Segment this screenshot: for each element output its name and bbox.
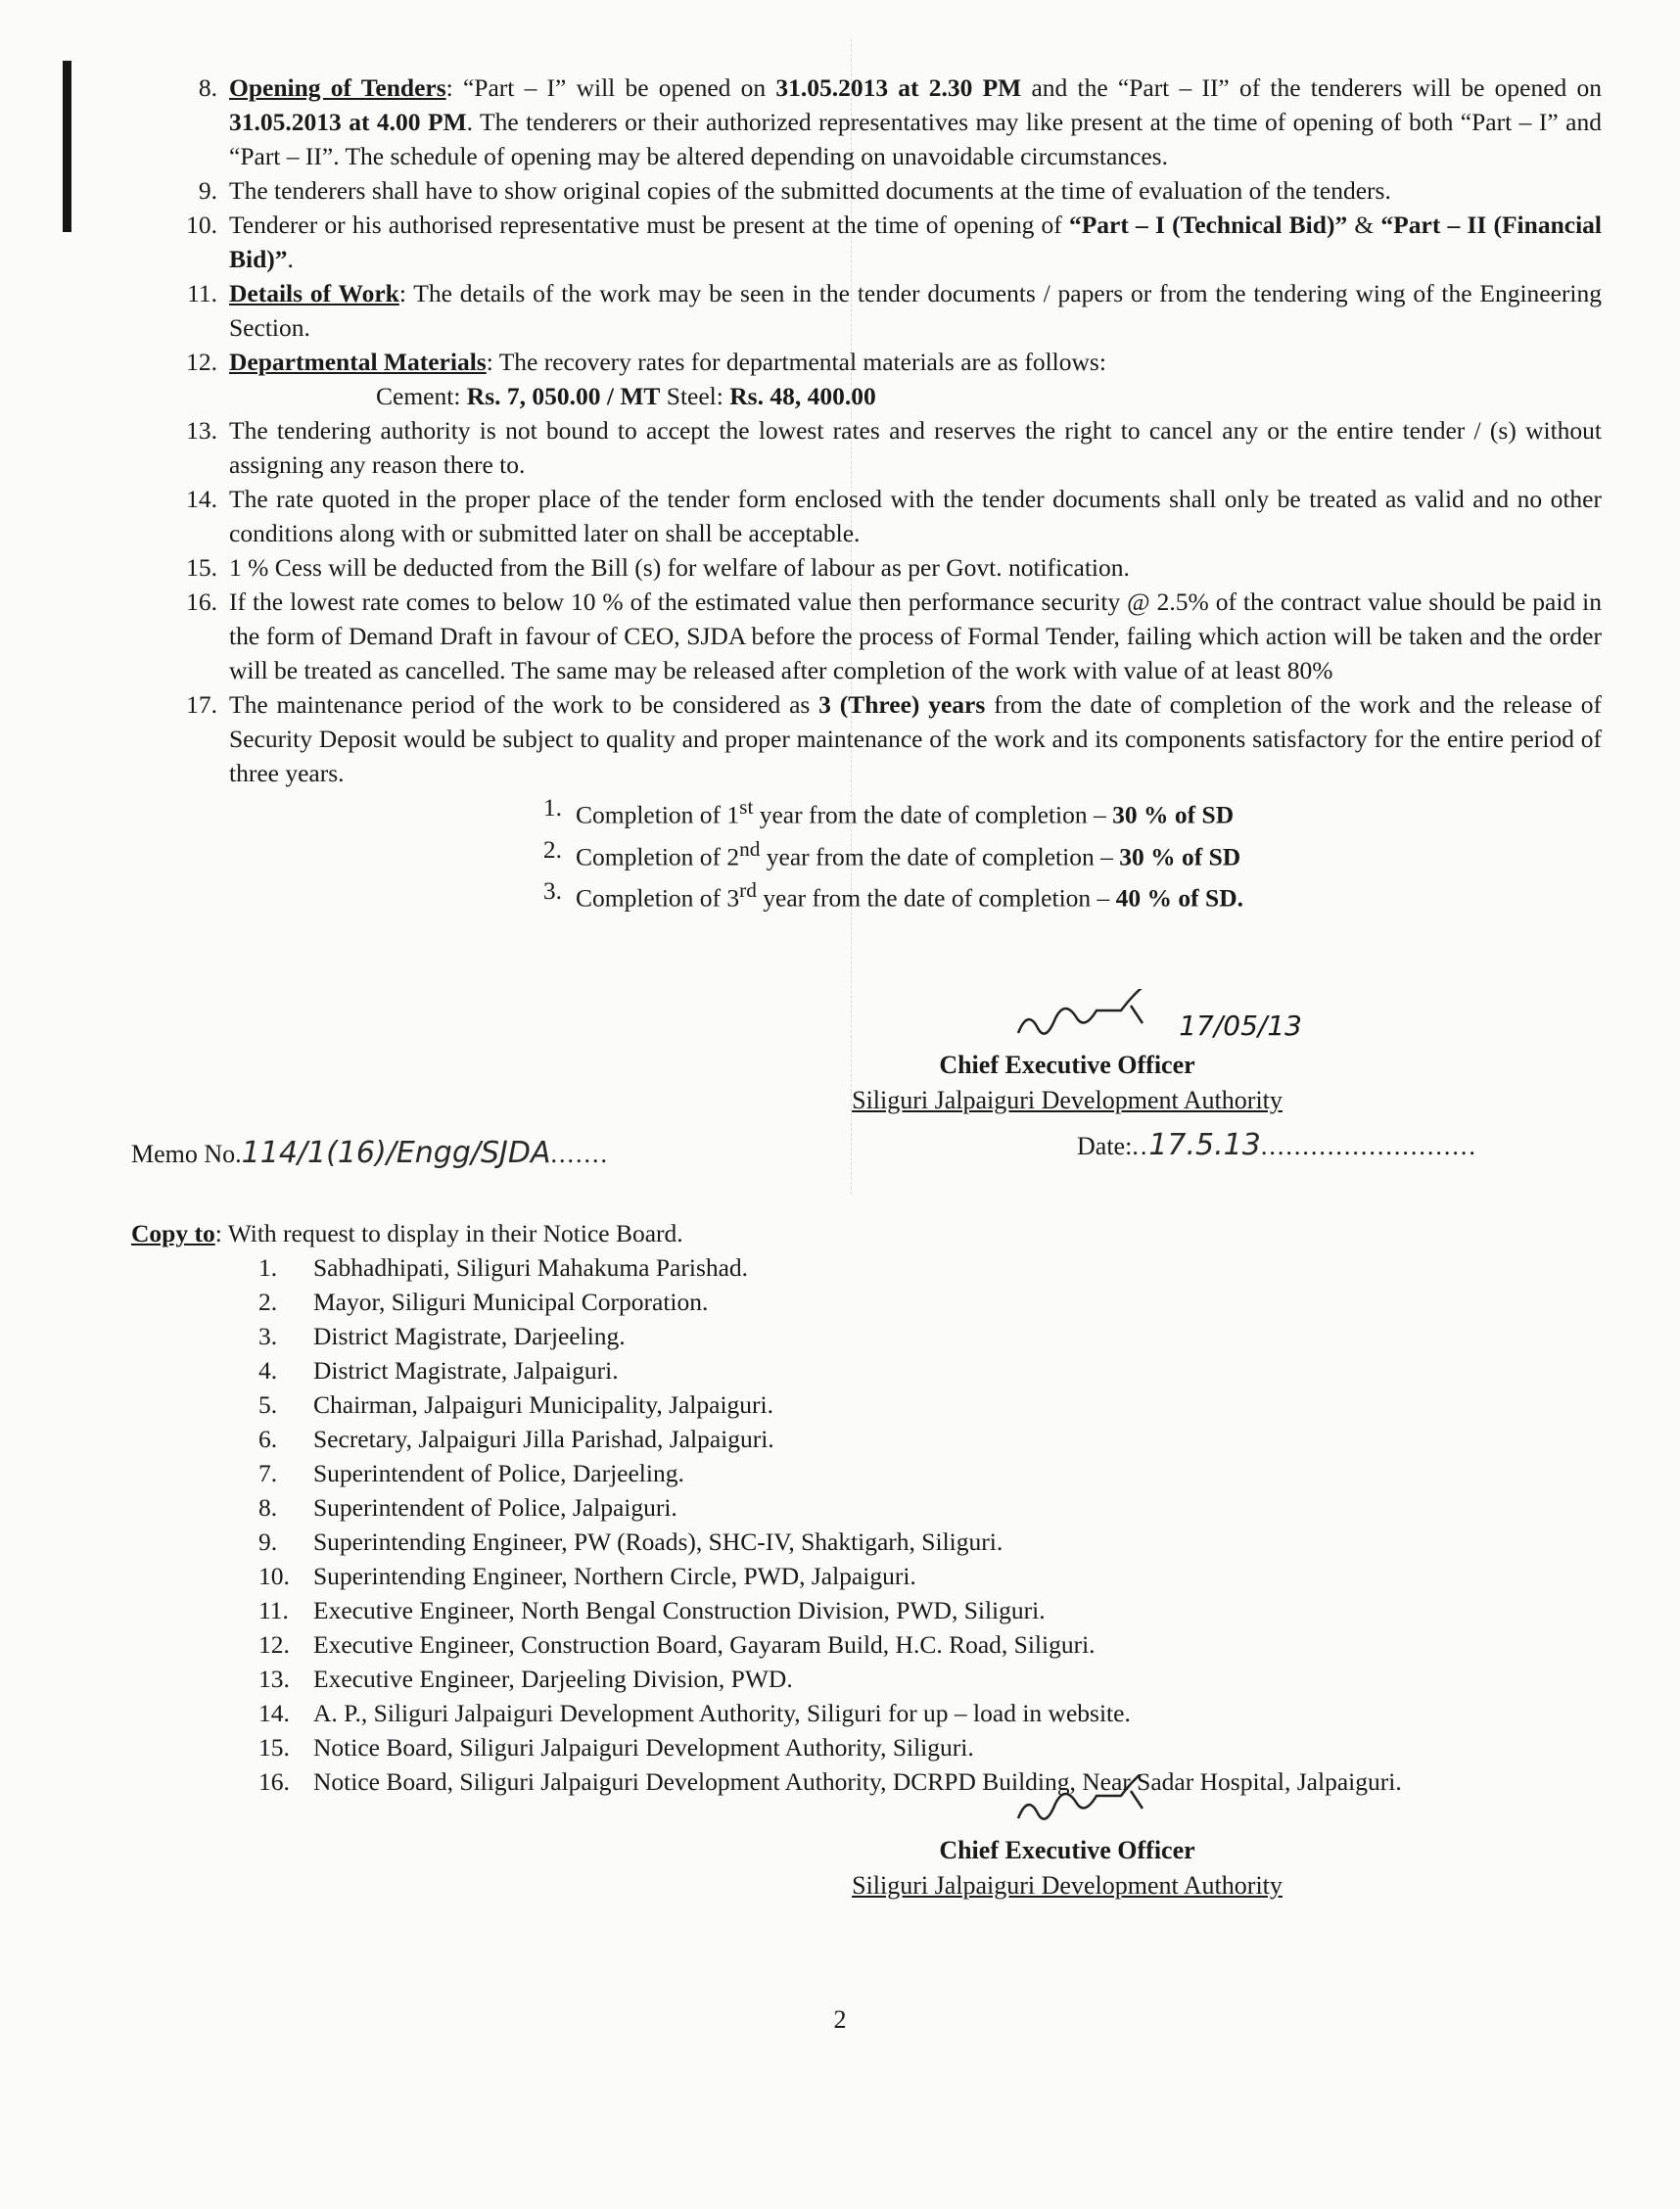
copy-to-lead: Copy to: [131, 1219, 215, 1247]
clause-number: 9.: [198, 176, 217, 205]
list-text: Completion of 1st year from the date of completion – 30 % of SD: [576, 795, 1235, 829]
list-item: [258, 1353, 1619, 1387]
memo-value: 114/1(16)/Engg/SJDA: [241, 1136, 551, 1170]
material-rates: Cement: Rs. 7, 050.00 / MT Steel: Rs. 48, 400.00: [376, 382, 876, 410]
list-item: [258, 1730, 1619, 1764]
list-item: [258, 1456, 1619, 1490]
list-item: [258, 1662, 1619, 1696]
list-text: Superintendent of Police, Jalpaiguri.: [313, 1493, 677, 1522]
list-number: 3.: [542, 876, 562, 905]
clause-item: [164, 276, 1602, 345]
copy-to-section: [131, 1216, 1619, 1799]
list-item: [523, 873, 1602, 916]
clause-number: 13.: [186, 416, 217, 445]
clause-item: [164, 585, 1602, 687]
list-number: 6.: [258, 1425, 278, 1453]
clause-text: Tenderer or his authorised representative must be present at the time of opening of “Part – I (Technical Bid)” & “Part – II (Financial Bid)”.: [229, 211, 1602, 273]
list-number: 2.: [258, 1288, 278, 1316]
clause-item: [164, 173, 1602, 208]
list-text: District Magistrate, Darjeeling.: [313, 1322, 626, 1350]
page-number: 2: [833, 2005, 847, 2034]
clause-text: The rate quoted in the proper place of the tender form enclosed with the tender documents shall only be treated as valid and no other conditions along with or submitted later on shall be acceptable.: [229, 485, 1602, 547]
list-number: 1.: [542, 793, 562, 822]
bold-text: “Part – II (Financial Bid)”: [229, 211, 1602, 273]
list-item: [258, 1696, 1619, 1730]
bold-text: 3 (Three) years: [818, 690, 986, 719]
list-text: Notice Board, Siliguri Jalpaiguri Development Authority, DCRPD Building, Near Sadar Hospital, Jalpaiguri.: [313, 1767, 1402, 1796]
clause-item: [164, 208, 1602, 276]
list-item: [258, 1250, 1619, 1285]
list-number: 12.: [258, 1630, 290, 1659]
list-number: 14.: [258, 1699, 290, 1727]
list-number: 3.: [258, 1322, 278, 1350]
ordinal-suffix: nd: [739, 836, 761, 861]
clause-text: 1 % Cess will be deducted from the Bill (s) for welfare of labour as per Govt. notification.: [229, 553, 1130, 582]
clause-item: [164, 550, 1602, 585]
clause-text: The maintenance period of the work to be considered as 3 (Three) years from the date of completion of the work and the release of Security Deposit would be subject to quality and proper maintenance of the work and its components satisfactory for the entire period of three years. 1. Completion of 1st year from the date of completion – 30 % of SD 2. Completion of 2nd year from the date of completion – 30 % of SD 3. Completion of 3rd year from the date of completion – 40 % of SD.: [229, 687, 1602, 916]
list-number: 16.: [258, 1767, 290, 1796]
clause-text: The tenderers shall have to show original copies of the submitted documents at the time of evaluation of the tenders.: [229, 176, 1391, 205]
clause-number: 12.: [186, 348, 217, 376]
list-number: 1.: [258, 1253, 278, 1282]
memo-date-line: Date:..17.5.13..........................: [1077, 1128, 1477, 1162]
list-text: Executive Engineer, Darjeeling Division, PWD.: [313, 1665, 793, 1693]
list-text: Completion of 2nd year from the date of completion – 30 % of SD: [576, 836, 1241, 870]
date-value: 17.5.13: [1148, 1128, 1261, 1162]
signature-title: Chief Executive Officer: [939, 1836, 1195, 1864]
list-item: [258, 1387, 1619, 1422]
list-number: 10.: [258, 1562, 290, 1590]
bold-text: 40 % of SD.: [1115, 883, 1244, 913]
tender-clauses: [164, 70, 1602, 916]
clause-number: 8.: [198, 73, 217, 102]
list-item: [523, 790, 1602, 832]
list-number: 7.: [258, 1459, 278, 1487]
signature-org: Siliguri Jalpaiguri Development Authority: [852, 1086, 1283, 1114]
clause-heading: Opening of Tenders: [229, 73, 446, 102]
copy-to-list: [131, 1250, 1619, 1799]
clause-item: [164, 413, 1602, 482]
ordinal-suffix: rd: [739, 878, 757, 902]
list-item: [258, 1285, 1619, 1319]
list-text: Superintending Engineer, Northern Circle, PWD, Jalpaiguri.: [313, 1562, 916, 1590]
list-text: Executive Engineer, North Bengal Construction Division, PWD, Siliguri.: [313, 1596, 1046, 1624]
list-item: [523, 832, 1602, 874]
clause-number: 11.: [187, 279, 217, 307]
copy-to-intro: : With request to display in their Notice Board.: [214, 1219, 683, 1247]
list-item: [258, 1319, 1619, 1353]
list-number: 11.: [258, 1596, 289, 1624]
list-text: Mayor, Siliguri Municipal Corporation.: [313, 1288, 709, 1316]
ordinal-suffix: st: [739, 795, 754, 819]
list-text: Chairman, Jalpaiguri Municipality, Jalpaiguri.: [313, 1390, 773, 1419]
list-number: 4.: [258, 1356, 278, 1385]
clause-number: 14.: [186, 485, 217, 513]
list-number: 13.: [258, 1665, 290, 1693]
bold-text: 30 % of SD: [1119, 842, 1241, 870]
list-text: Sabhadhipati, Siliguri Mahakuma Parishad.: [313, 1253, 749, 1282]
list-item: [258, 1627, 1619, 1662]
list-number: 9.: [258, 1528, 278, 1556]
clause-text: Opening of Tenders: “Part – I” will be opened on 31.05.2013 at 2.30 PM and the “Part – II” of the tenderers will be opened on 31.05.2013 at 4.00 PM. The tenderers or their authorized representatives may like present at the time of opening of both “Part – I” and “Part – II”. The schedule of opening may be altered depending on unavoidable circumstances.: [229, 73, 1602, 170]
list-item: [258, 1490, 1619, 1525]
clause-item: [164, 70, 1602, 173]
list-text: Superintending Engineer, PW (Roads), SHC-IV, Shaktigarh, Siliguri.: [313, 1528, 1003, 1556]
bold-text: 31.05.2013 at 2.30 PM: [775, 73, 1022, 102]
list-text: Executive Engineer, Construction Board, Gayaram Build, H.C. Road, Siliguri.: [313, 1630, 1096, 1659]
bold-text: 31.05.2013 at 4.00 PM: [229, 108, 467, 136]
clause-number: 15.: [186, 553, 217, 582]
list-item: [258, 1593, 1619, 1627]
list-number: 15.: [258, 1733, 290, 1762]
bold-text: Rs. 48, 400.00: [729, 382, 876, 410]
bold-text: 30 % of SD: [1112, 800, 1235, 829]
signature-block-bottom: [773, 1774, 1361, 1904]
clause-heading: Departmental Materials: [229, 348, 487, 376]
list-text: Superintendent of Police, Darjeeling.: [313, 1459, 684, 1487]
clause-text: Departmental Materials: The recovery rates for departmental materials are as follows: Cement: Rs. 7, 050.00 / MT Steel: Rs. 48, 400.00: [229, 345, 1602, 413]
signature-title: Chief Executive Officer: [939, 1051, 1195, 1079]
clause-number: 10.: [186, 211, 217, 239]
list-item: [258, 1525, 1619, 1559]
bold-text: Rs. 7, 050.00 / MT: [466, 382, 661, 410]
signature-org: Siliguri Jalpaiguri Development Authority: [852, 1871, 1283, 1900]
clause-text: If the lowest rate comes to below 10 % of the estimated value then performance security @ 2.5% of the contract value should be paid in the form of Demand Draft in favour of CEO, SJDA before the process of Formal Tender, failing which action will be taken and the order will be treated as cancelled. The same may be released after completion of the work with value of at least 80%: [229, 588, 1602, 684]
clause-text: The tendering authority is not bound to accept the lowest rates and reserves the right to cancel any or the entire tender / (s) without assigning any reason there to.: [229, 416, 1602, 479]
list-text: Notice Board, Siliguri Jalpaiguri Development Authority, Siliguri.: [313, 1733, 974, 1762]
signature-block-top: [773, 989, 1361, 1118]
date-label: Date:: [1077, 1132, 1133, 1160]
clause-item: [164, 482, 1602, 550]
list-number: 2.: [542, 834, 562, 864]
clause-item: [164, 687, 1602, 916]
list-number: 5.: [258, 1390, 278, 1419]
list-text: District Magistrate, Jalpaiguri.: [313, 1356, 619, 1385]
list-item: [258, 1422, 1619, 1456]
list-item: [258, 1559, 1619, 1593]
memo-number-line: Memo No.114/1(16)/Engg/SJDA.......: [131, 1136, 609, 1170]
memo-label: Memo No.: [131, 1140, 242, 1168]
list-text: A. P., Siliguri Jalpaiguri Development Authority, Siliguri for up – load in website.: [313, 1699, 1131, 1727]
clause-number: 16.: [186, 588, 217, 616]
clause-number: 17.: [186, 690, 217, 719]
maintenance-release-list: [229, 790, 1602, 916]
clause-text: Details of Work: The details of the work may be seen in the tender documents / papers or from the tendering wing of the Engineering Section.: [229, 279, 1602, 342]
list-text: Secretary, Jalpaiguri Jilla Parishad, Jalpaiguri.: [313, 1425, 774, 1453]
list-number: 8.: [258, 1493, 278, 1522]
signature-scrawl-icon: [773, 1774, 1361, 1833]
clause-heading: Details of Work: [229, 279, 399, 307]
clause-item: [164, 345, 1602, 413]
scan-edge-mark: [63, 61, 71, 232]
bold-text: “Part – I (Technical Bid)”: [1068, 211, 1348, 239]
signature-date-handwritten: 17/05/13: [1179, 1010, 1302, 1042]
list-text: Completion of 3rd year from the date of completion – 40 % of SD.: [576, 878, 1244, 913]
